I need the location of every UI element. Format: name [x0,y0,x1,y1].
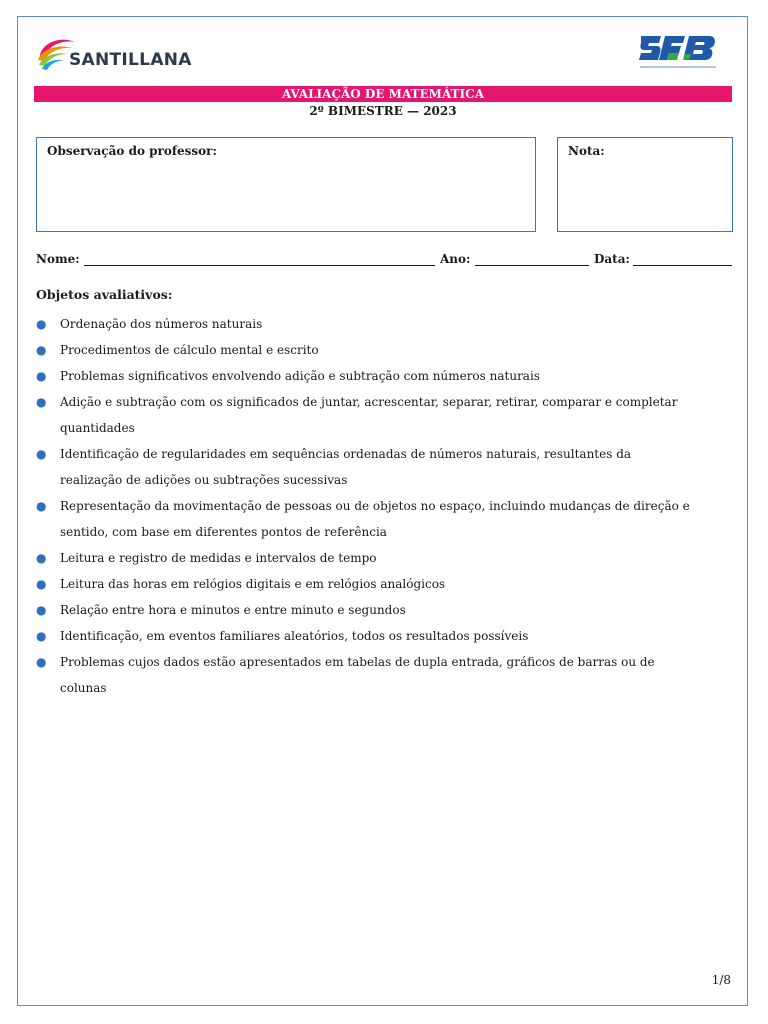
list-item: ● Relação entre hora e minutos e entre minuto e segundos [36,597,736,623]
teacher-observation-label: Observação do professor: [47,144,217,158]
list-item: ● Ordenação dos números naturais [36,311,736,337]
santillana-wordmark: SANTILLANA [69,50,192,70]
objectives-heading: Objetos avaliativos: [36,287,173,302]
bullet-icon: ● [36,447,47,461]
teacher-observation-box[interactable] [36,137,536,232]
objectives-list [36,311,736,701]
bullet-icon: ● [36,577,47,591]
list-item: ● Identificação de regularidades em sequências ordenadas de números naturais, resultantes da realização de adições ou subtrações sucessivas [36,441,736,493]
student-info-line [36,252,734,268]
list-item: ● Problemas cujos dados estão apresentados em tabelas de dupla entrada, gráficos de barras ou de colunas [36,649,736,701]
assessment-title: AVALIAÇÃO DE MATEMÁTICA [34,86,732,102]
bullet-icon: ● [36,499,47,513]
bullet-icon: ● [36,603,47,617]
list-item: ● Leitura das horas em relógios digitais e em relógios analógicos [36,571,736,597]
list-item: ● Representação da movimentação de pessoas ou de objetos no espaço, incluindo mudanças de direção e sentido, com base em diferentes pontos de referência [36,493,736,545]
bullet-icon: ● [36,551,47,565]
santillana-logo [36,34,196,74]
sfb-logo-icon [639,32,719,74]
list-item: ● Problemas significativos envolvendo adição e subtração com números naturais [36,363,736,389]
assessment-subtitle: 2º BIMESTRE — 2023 [309,104,457,118]
list-item: ● Leitura e registro de medidas e intervalos de tempo [36,545,736,571]
date-label: Data: [594,252,630,266]
page-number: 1/8 [711,973,731,987]
bullet-icon: ● [36,395,47,409]
list-item: ● Adição e subtração com os significados de juntar, acrescentar, separar, retirar, comparar e completar quantidades [36,389,736,441]
year-label: Ano: [440,252,471,266]
bullet-icon: ● [36,629,47,643]
grade-box[interactable] [557,137,733,232]
sfb-logo [639,32,719,74]
bullet-icon: ● [36,343,47,357]
list-item: ● Procedimentos de cálculo mental e escrito [36,337,736,363]
year-field[interactable] [475,265,589,266]
date-field[interactable] [633,265,732,266]
bullet-icon: ● [36,369,47,383]
name-label: Nome: [36,252,80,266]
list-item: ● Identificação, em eventos familiares aleatórios, todos os resultados possíveis [36,623,736,649]
grade-label: Nota: [568,144,605,158]
bullet-icon: ● [36,655,47,669]
name-field[interactable] [84,265,435,266]
bullet-icon: ● [36,317,47,331]
